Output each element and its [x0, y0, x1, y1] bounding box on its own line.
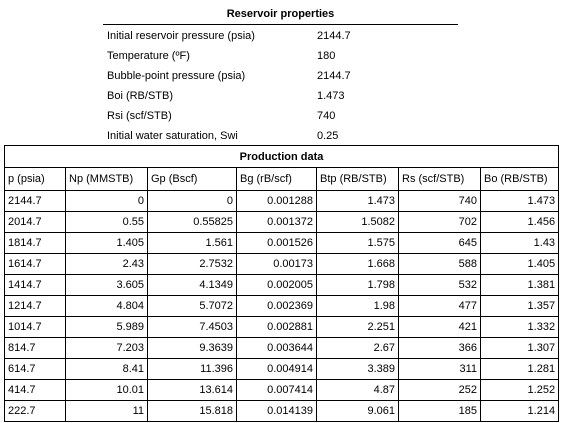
- table-cell: 3.605: [66, 275, 148, 296]
- column-header: Bo (RB/STB): [481, 168, 559, 191]
- table-row: [5, 296, 559, 317]
- table-cell: 4.1349: [148, 275, 237, 296]
- table-cell: 645: [399, 233, 481, 254]
- production-table: [4, 145, 559, 422]
- table-cell: 252: [399, 380, 481, 401]
- table-cell: 13.614: [148, 380, 237, 401]
- table-cell: 7.4503: [148, 317, 237, 338]
- table-cell: 1.43: [481, 233, 559, 254]
- table-cell: 702: [399, 212, 481, 233]
- table-cell: 8.41: [66, 359, 148, 380]
- table-row: [5, 254, 559, 275]
- table-cell: 532: [399, 275, 481, 296]
- prop-row: [107, 66, 457, 86]
- table-cell: 2.67: [317, 338, 399, 359]
- table-cell: 1814.7: [5, 233, 66, 254]
- table-cell: 0.001288: [237, 191, 317, 212]
- prop-value: 0.25: [317, 130, 339, 142]
- table-cell: 10.01: [66, 380, 148, 401]
- column-header: Gp (Bscf): [148, 168, 237, 191]
- table-cell: 0.001372: [237, 212, 317, 233]
- prop-label: Temperature (ºF): [107, 50, 190, 62]
- table-cell: 1.332: [481, 317, 559, 338]
- table-cell: 2.43: [66, 254, 148, 275]
- table-cell: 222.7: [5, 401, 66, 422]
- table-row: [5, 275, 559, 296]
- table-cell: 1.5082: [317, 212, 399, 233]
- table-row: [5, 212, 559, 233]
- column-header: p (psia): [5, 168, 66, 191]
- table-cell: 2144.7: [5, 191, 66, 212]
- prop-row: [107, 126, 457, 146]
- table-cell: 1.381: [481, 275, 559, 296]
- table-cell: 5.7072: [148, 296, 237, 317]
- table-cell: 421: [399, 317, 481, 338]
- table-cell: 9.3639: [148, 338, 237, 359]
- table-cell: 4.87: [317, 380, 399, 401]
- table-cell: 15.818: [148, 401, 237, 422]
- table-cell: 1.405: [481, 254, 559, 275]
- table-cell: 1.561: [148, 233, 237, 254]
- table-row: [5, 401, 559, 422]
- table-cell: 0.003644: [237, 338, 317, 359]
- table-cell: 1.307: [481, 338, 559, 359]
- table-cell: 185: [399, 401, 481, 422]
- production-rows: [5, 191, 559, 422]
- table-cell: 0.00173: [237, 254, 317, 275]
- table-cell: 1.668: [317, 254, 399, 275]
- table-cell: 1.98: [317, 296, 399, 317]
- table-cell: 0.004914: [237, 359, 317, 380]
- table-cell: 0: [66, 191, 148, 212]
- table-cell: 366: [399, 338, 481, 359]
- table-cell: 3.389: [317, 359, 399, 380]
- table-cell: 814.7: [5, 338, 66, 359]
- prop-label: Boi (RB/STB): [107, 90, 174, 102]
- column-header: Btp (RB/STB): [317, 168, 399, 191]
- table-cell: 2.251: [317, 317, 399, 338]
- table-cell: 2014.7: [5, 212, 66, 233]
- table-cell: 1.405: [66, 233, 148, 254]
- table-cell: 0.55825: [148, 212, 237, 233]
- table-cell: 1414.7: [5, 275, 66, 296]
- table-cell: 0.014139: [237, 401, 317, 422]
- table-row: [5, 317, 559, 338]
- table-cell: 0.55: [66, 212, 148, 233]
- column-header: Rs (scf/STB): [399, 168, 481, 191]
- prop-row: [107, 106, 457, 126]
- reservoir-properties-title: Reservoir properties: [103, 4, 458, 25]
- table-cell: 11: [66, 401, 148, 422]
- prop-row: [107, 26, 457, 46]
- prop-row: [107, 46, 457, 66]
- table-cell: 614.7: [5, 359, 66, 380]
- table-cell: 1.252: [481, 380, 559, 401]
- table-cell: 5.989: [66, 317, 148, 338]
- column-header: Bg (rB/scf): [237, 168, 317, 191]
- table-cell: 477: [399, 296, 481, 317]
- table-cell: 2.7532: [148, 254, 237, 275]
- table-cell: 1014.7: [5, 317, 66, 338]
- table-row: [5, 338, 559, 359]
- table-cell: 1.357: [481, 296, 559, 317]
- table-cell: 1.473: [317, 191, 399, 212]
- table-cell: 9.061: [317, 401, 399, 422]
- table-cell: 1614.7: [5, 254, 66, 275]
- table-cell: 1214.7: [5, 296, 66, 317]
- production-data-title: Production data: [5, 146, 559, 168]
- table-cell: 0.001526: [237, 233, 317, 254]
- table-cell: 414.7: [5, 380, 66, 401]
- table-cell: 0.002881: [237, 317, 317, 338]
- prop-label: Bubble-point pressure (psia): [107, 70, 246, 82]
- prop-label: Rsi (scf/STB): [107, 110, 172, 122]
- table-cell: 0.002369: [237, 296, 317, 317]
- table-row: [5, 359, 559, 380]
- prop-value: 1.473: [317, 90, 345, 102]
- table-row: [5, 380, 559, 401]
- prop-label: Initial reservoir pressure (psia): [107, 30, 255, 42]
- table-cell: 11.396: [148, 359, 237, 380]
- table-cell: 1.456: [481, 212, 559, 233]
- table-cell: 1.473: [481, 191, 559, 212]
- table-row: [5, 233, 559, 254]
- prop-value: 180: [317, 50, 336, 62]
- table-cell: 7.203: [66, 338, 148, 359]
- table-cell: 1.281: [481, 359, 559, 380]
- table-cell: 588: [399, 254, 481, 275]
- table-cell: 0.007414: [237, 380, 317, 401]
- table-row: [5, 191, 559, 212]
- prop-value: 740: [317, 110, 336, 122]
- column-header: Np (MMSTB): [66, 168, 148, 191]
- table-cell: 1.575: [317, 233, 399, 254]
- prop-row: [107, 86, 457, 106]
- table-cell: 1.214: [481, 401, 559, 422]
- prop-label: Initial water saturation, Swi: [107, 130, 238, 142]
- table-cell: 311: [399, 359, 481, 380]
- table-cell: 4.804: [66, 296, 148, 317]
- table-cell: 740: [399, 191, 481, 212]
- prop-value: 2144.7: [317, 30, 351, 42]
- table-cell: 0: [148, 191, 237, 212]
- table-cell: 0.002005: [237, 275, 317, 296]
- table-cell: 1.798: [317, 275, 399, 296]
- prop-value: 2144.7: [317, 70, 351, 82]
